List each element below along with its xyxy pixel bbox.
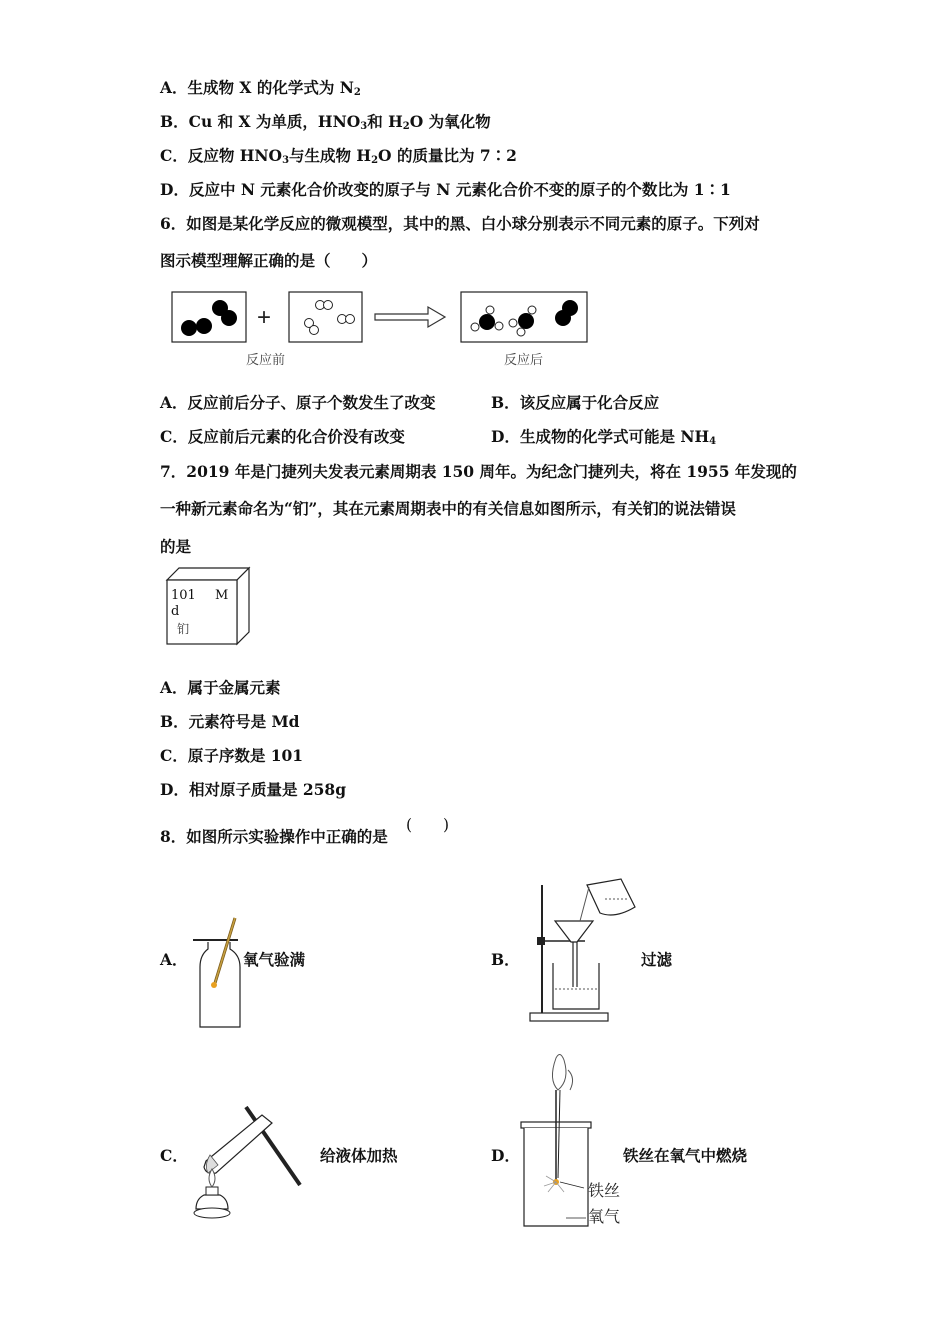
q5-option-a: A．生成物 X 的化学式为 $N_2$ [160, 78, 361, 98]
element-symbol-part2: d [171, 604, 180, 619]
q7-option-c: C．原子序数是 101 [160, 746, 304, 765]
black-atom [479, 314, 495, 330]
reaction-model-figure [170, 288, 600, 372]
filtration-figure [525, 877, 640, 1027]
white-atom [495, 322, 503, 330]
q5-option-b: B．Cu 和 X 为单质，$HNO_3$和 $H_2O$ 为氧化物 [160, 112, 491, 132]
q5-option-c: C．反应物 $HNO_3$与生成物 $H_2O$ 的质量比为 7∶2 [160, 146, 517, 166]
white-atom [471, 323, 479, 331]
q8-caption-b: 过滤 [641, 950, 673, 969]
iron-burning-figure [518, 1050, 648, 1230]
q7-stem-line3: 的是 [160, 537, 192, 556]
black-atom [181, 320, 197, 336]
black-atom [562, 300, 578, 316]
q6-option-d: D．生成物的化学式可能是 $NH_4$ [491, 427, 717, 447]
q8-caption-a: 氧气验满 [243, 950, 306, 969]
q7-option-b: B．元素符号是 Md [160, 712, 300, 731]
black-atom [518, 313, 534, 329]
label-iron-wire: 铁丝 [588, 1181, 621, 1200]
q8-stem: 8．如图所示实验操作中正确的是 [160, 827, 388, 846]
heating-liquid-figure [188, 1095, 313, 1225]
white-atom [509, 319, 517, 327]
q6-option-c: C．反应前后元素的化合价没有改变 [160, 427, 405, 446]
q8-label-b: B． [491, 950, 520, 969]
white-atom [310, 326, 319, 335]
black-atom [221, 310, 237, 326]
q8-paren: ( ) [406, 816, 450, 834]
q8-caption-c: 给液体加热 [320, 1146, 398, 1165]
label-after: 反应后 [504, 353, 544, 368]
q5-option-d: D．反应中 N 元素化合价改变的原子与 N 元素化合价不变的原子的个数比为 1∶1 [160, 180, 731, 199]
oxygen-test-figure [190, 915, 250, 1030]
reaction-arrow [375, 307, 445, 327]
white-atom [528, 306, 536, 314]
q6-option-a: A．反应前后分子、原子个数发生了改变 [160, 393, 436, 412]
plus-sign: + [257, 304, 272, 331]
black-atom [196, 318, 212, 334]
q8-label-c: C． [160, 1146, 188, 1165]
q8-label-d: D． [491, 1146, 520, 1165]
element-name: 钔 [177, 622, 190, 636]
q7-option-d: D．相对原子质量是 258g [160, 780, 347, 799]
element-card-figure [165, 566, 255, 646]
q8-label-a: A． [160, 950, 188, 969]
q7-stem-line1: 7．2019 年是门捷列夫发表元素周期表 150 周年。为纪念门捷列夫，将在 1955 年发现的 [160, 462, 797, 481]
label-before: 反应前 [246, 353, 286, 368]
q7-option-a: A．属于金属元素 [160, 678, 281, 697]
label-oxygen: 氧气 [588, 1207, 621, 1226]
white-atom [324, 301, 333, 310]
q6-stem-line2: 图示模型理解正确的是（ ） [160, 251, 378, 270]
q6-option-b: B．该反应属于化合反应 [491, 393, 660, 412]
white-atom [346, 315, 355, 324]
q6-stem-line1: 6．如图是某化学反应的微观模型，其中的黑、白小球分别表示不同元素的原子。下列对 [160, 214, 760, 233]
white-atom [486, 306, 494, 314]
white-atom [517, 328, 525, 336]
element-symbol-part1: M [215, 588, 229, 603]
atomic-number: 101 [171, 588, 196, 603]
q8-caption-d: 铁丝在氧气中燃烧 [623, 1146, 748, 1165]
q7-stem-line2: 一种新元素命名为“钔”，其在元素周期表中的有关信息如图所示，有关钔的说法错误 [160, 499, 736, 518]
